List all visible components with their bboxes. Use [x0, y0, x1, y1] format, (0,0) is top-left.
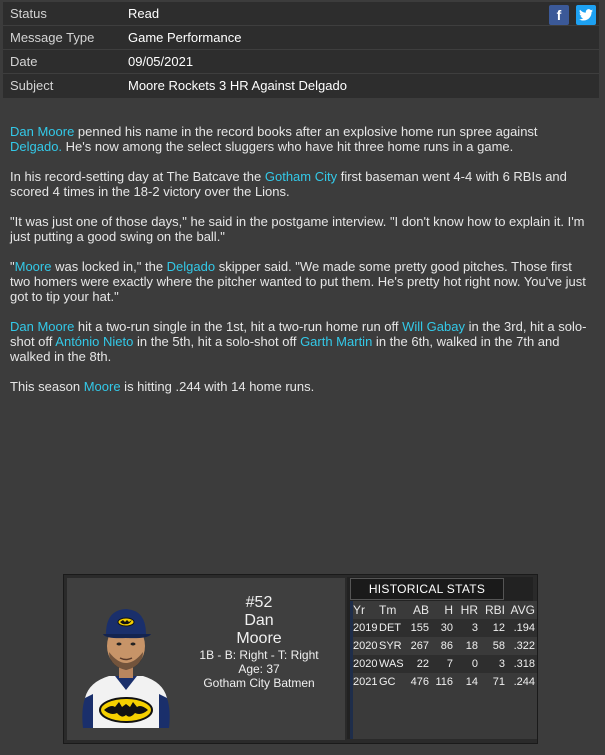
status-value: Read — [128, 6, 160, 21]
player-link[interactable]: Dan Moore — [10, 124, 75, 139]
article-paragraph — [10, 319, 590, 364]
text: In his record-setting day at The Batcave the — [10, 169, 265, 184]
column-header-h[interactable]: H — [444, 603, 453, 617]
player-link[interactable]: Garth Martin — [300, 334, 373, 349]
subject-value: Moore Rockets 3 HR Against Delgado — [128, 78, 347, 93]
cell-h: 7 — [446, 658, 453, 670]
cell-avg: .318 — [513, 658, 535, 670]
cell-h: 30 — [440, 622, 453, 634]
subject-row — [3, 74, 599, 97]
date-row — [3, 50, 599, 74]
date-label: Date — [10, 54, 38, 69]
column-header-tm[interactable]: Tm — [379, 603, 397, 617]
table-row — [353, 655, 537, 673]
cell-rbi: 71 — [492, 676, 505, 688]
cell-hr: 18 — [465, 640, 478, 652]
cell-rbi: 12 — [492, 622, 505, 634]
player-team[interactable]: Gotham City Batmen — [203, 676, 315, 690]
column-header-ab[interactable]: AB — [412, 603, 429, 617]
column-header-rbi[interactable]: RBI — [484, 603, 505, 617]
player-age: Age: 37 — [238, 662, 280, 676]
cell-year: 2020 — [353, 640, 378, 652]
player-link[interactable]: António Nieto — [55, 334, 134, 349]
table-row — [353, 637, 537, 655]
team-link[interactable]: Delgado. — [10, 139, 63, 154]
text: skipper said. "We made some pretty good pitches. Those first two homers were exactly where the pitcher wanted to put them. He's pretty hot right now. You've just got to tip your hat." — [10, 259, 586, 304]
player-info-panel — [67, 578, 345, 740]
text: penned his name in the record books after an explosive home run spree against — [74, 124, 538, 139]
text: in the 3rd, hit a solo-shot off — [10, 319, 587, 349]
cell-avg: .322 — [513, 640, 535, 652]
text: was locked in," the — [51, 259, 167, 274]
player-last-name: Moore — [236, 630, 282, 647]
cell-ab: 476 — [410, 676, 429, 688]
text: first baseman went 4-4 with 6 RBIs and scored 4 times in the 18-2 victory over the Lions. — [10, 169, 567, 199]
message-header — [3, 2, 599, 98]
player-link[interactable]: Moore — [14, 259, 52, 274]
historical-stats-table — [350, 601, 537, 739]
text: hit a two-run single in the 1st, hit a two-run home run off — [74, 319, 403, 334]
column-header-avg[interactable]: AVG — [510, 603, 535, 617]
status-row — [3, 2, 599, 26]
article-paragraph — [10, 169, 590, 199]
cell-hr: 14 — [465, 676, 478, 688]
player-link[interactable]: Will Gabay — [402, 319, 465, 334]
twitter-icon — [579, 9, 593, 21]
date-value: 09/05/2021 — [128, 54, 194, 69]
twitter-share-button[interactable] — [576, 5, 596, 25]
cell-team: SYR — [379, 640, 402, 652]
article-body — [10, 124, 590, 409]
player-position-bats-throws: 1B - B: Right - T: Right — [199, 648, 319, 662]
cell-h: 116 — [435, 676, 453, 688]
player-card — [63, 574, 538, 744]
cell-hr: 3 — [471, 622, 478, 634]
text: He's now among the select sluggers who have hit three home runs in a game. — [62, 139, 514, 154]
player-details — [177, 594, 341, 690]
article-paragraph — [10, 379, 590, 394]
facebook-share-button[interactable] — [549, 5, 569, 25]
article-paragraph — [10, 124, 590, 154]
team-link[interactable]: Gotham City — [264, 169, 338, 184]
column-header-yr[interactable]: Yr — [353, 603, 365, 617]
historical-stats-panel — [347, 577, 533, 739]
cell-year: 2021 — [353, 676, 378, 688]
text: "It was just one of those days," he said in the postgame interview. "I don't know how to explain it. I'm just putting a good swing on the ball." — [10, 214, 585, 244]
column-header-hr[interactable]: HR — [460, 603, 478, 617]
text: in the 6th, walked in the 7th and walked in the 8th. — [10, 334, 560, 364]
message-type-row — [3, 26, 599, 50]
cell-team: DET — [379, 622, 401, 634]
player-portrait[interactable] — [79, 594, 173, 728]
team-link[interactable]: Delgado — [166, 259, 216, 274]
cell-hr: 0 — [471, 658, 478, 670]
facebook-icon: f — [556, 7, 562, 23]
text: in the 5th, hit a solo-shot off — [133, 334, 301, 349]
article-paragraph — [10, 214, 590, 244]
text: " — [10, 259, 15, 274]
table-header — [353, 601, 537, 619]
message-type-label: Message Type — [10, 30, 95, 45]
table-row — [353, 619, 537, 637]
message-type-value: Game Performance — [128, 30, 242, 45]
cell-year: 2020 — [353, 658, 378, 670]
status-label: Status — [10, 6, 47, 21]
subject-label: Subject — [10, 78, 54, 93]
cell-team: GC — [379, 676, 396, 688]
cell-year: 2019 — [353, 622, 378, 634]
player-number: #52 — [245, 594, 273, 611]
player-link[interactable]: Moore — [83, 379, 121, 394]
historical-stats-title: HISTORICAL STATS — [350, 578, 504, 600]
player-link[interactable]: Dan Moore — [10, 319, 75, 334]
cell-rbi: 58 — [492, 640, 505, 652]
text: is hitting .244 with 14 home runs. — [120, 379, 315, 394]
table-row — [353, 673, 537, 691]
cell-rbi: 3 — [498, 658, 505, 670]
cell-avg: .244 — [513, 676, 535, 688]
text: This season — [10, 379, 84, 394]
article-paragraph — [10, 259, 590, 304]
table-empty-space — [353, 691, 537, 739]
player-first-name: Dan — [244, 612, 274, 629]
cell-ab: 267 — [410, 640, 429, 652]
cell-team: WAS — [379, 658, 404, 670]
cell-ab: 155 — [410, 622, 429, 634]
cell-avg: .194 — [513, 622, 535, 634]
cell-h: 86 — [440, 640, 453, 652]
cell-ab: 22 — [416, 658, 429, 670]
